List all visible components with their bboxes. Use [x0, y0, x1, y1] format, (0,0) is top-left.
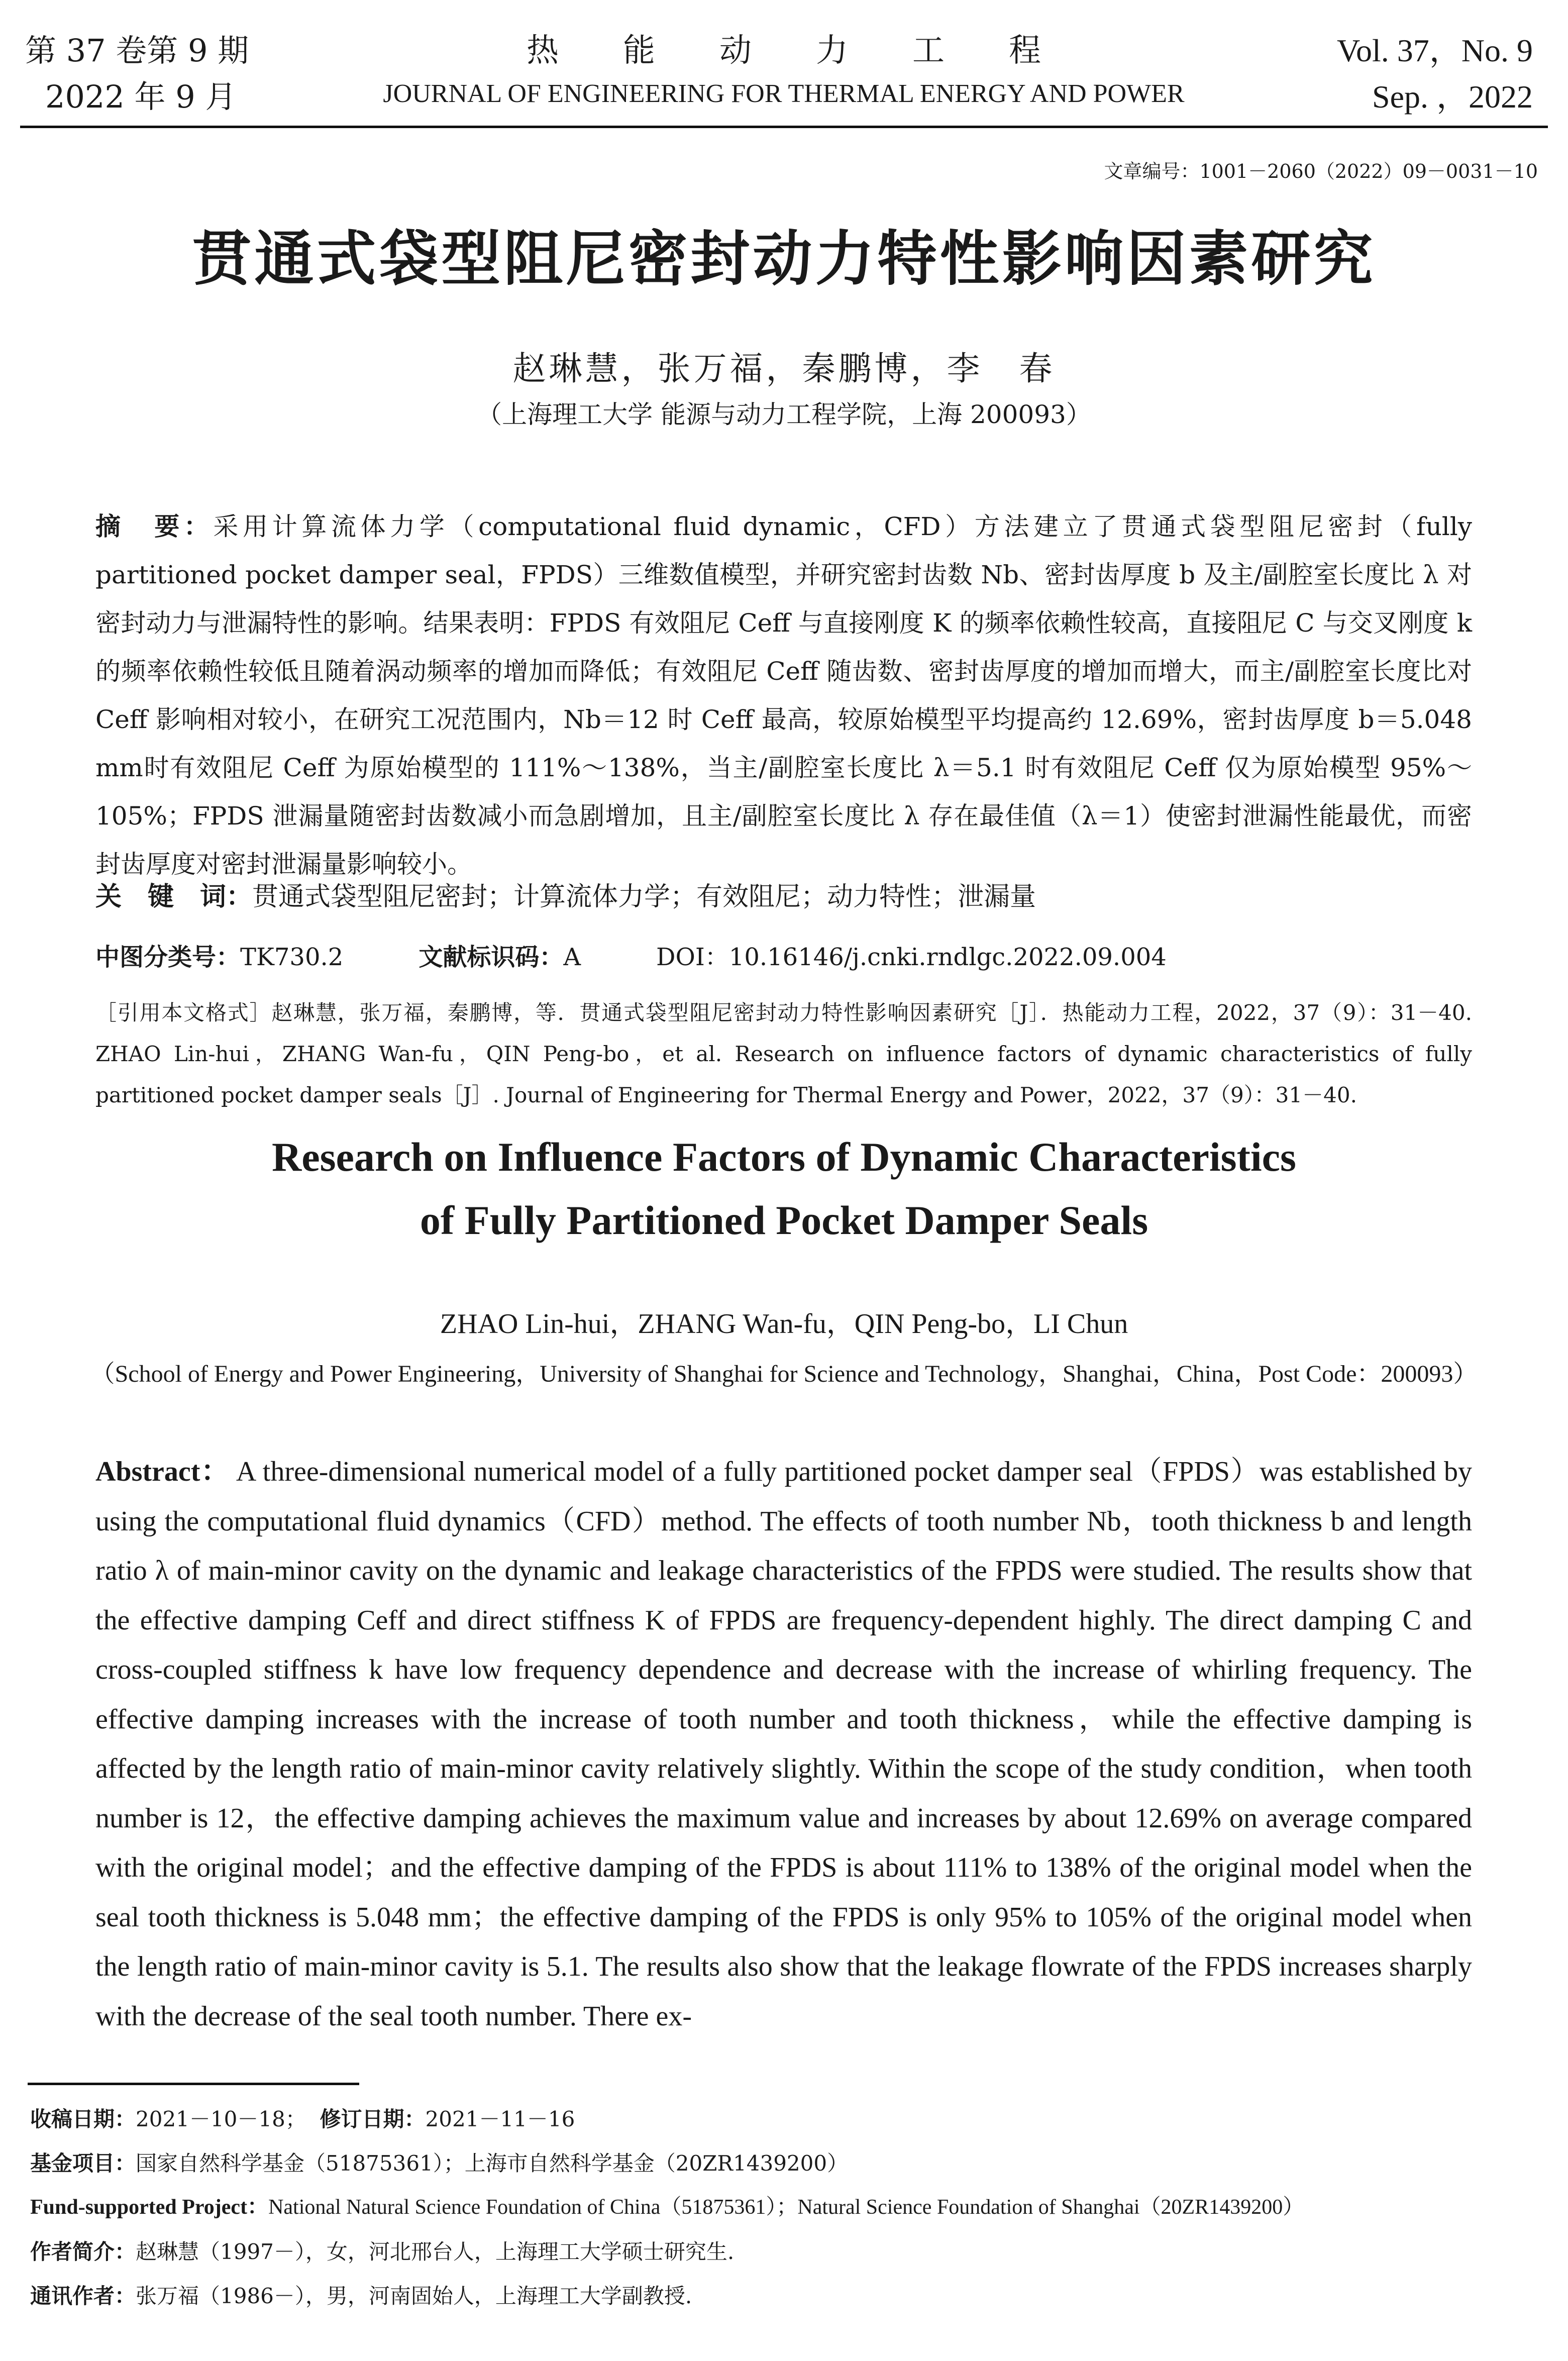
affiliation-cn: （上海理工大学 能源与动力工程学院，上海 200093） — [477, 400, 1091, 429]
header-volume — [1337, 28, 1533, 120]
revised-date: 2021－11－16 — [425, 2107, 575, 2131]
fund-text: 国家自然科学基金（51875361）；上海市自然科学基金（20ZR1439200） — [136, 2151, 849, 2176]
received-date: 2021－10－18； — [136, 2107, 306, 2131]
footnote-fund-en — [30, 2189, 1537, 2226]
header-issue-cn: 第 37 卷第 9 期 — [25, 32, 249, 69]
doc-code-value: A — [563, 943, 581, 971]
keywords-cn-text: 贯通式袋型阻尼密封；计算流体力学；有效阻尼；动力特性；泄漏量 — [252, 882, 1036, 912]
footnote-author — [30, 2233, 1537, 2271]
header-volume-en: Vol. 37，No. 9 — [1337, 33, 1533, 68]
citation — [95, 992, 1472, 1116]
title-en-line1: Research on Influence Factors of Dynamic Characteristics — [272, 1134, 1296, 1180]
abstract-cn-text: 采用计算流体力学（computational fluid dynamic，CFD）方法建立了贯通式袋型阻尼密封（fully partitioned pocket damper seal，FPDS）三维数值模型，并研究密封齿数 Nb、密封齿厚度 b 及主/副腔室长度比 λ 对密封动力与泄漏特性的影响。结果表明：FPDS 有效阻尼 Ceff 与直接刚度 K 的频率依赖性较高，直接阻尼 C 与交叉刚度 k 的频率依赖性较低且随着涡动频率的增加而降低；有效阻尼 Ceff 随齿数、密封齿厚度的增加而增大，而主/副腔室长度比对 Ceff 影响相对较小，在研究工况范围内，Nb＝12 时 Ceff 最高，较原始模型平均提高约 12.69%，密封齿厚度 b＝5.048 mm时有效阻尼 Ceff 为原始模型的 111%～138%，当主/副腔室长度比 λ＝5.1 时有效阻尼 Ceff 仅为原始模型 95%～105%；FPDS 泄漏量随密封齿数减小而急剧增加，且主/副腔室长度比 λ 存在最佳值（λ＝1）使密封泄漏性能最优，而密封齿厚度对密封泄漏量影响较小。 — [95, 512, 1472, 879]
header-date-en: Sep. ，2022 — [1372, 79, 1533, 115]
article-number: 文章编号：1001－2060（2022）09－0031－10 — [1104, 160, 1538, 182]
corresponding-text: 张万福（1986－），男，河南固始人，上海理工大学副教授. — [136, 2284, 692, 2308]
fund-en-label: Fund-supported Project： — [30, 2196, 269, 2219]
footnote-dates — [30, 2100, 1537, 2138]
fund-label: 基金项目： — [30, 2151, 136, 2176]
abstract-en-text: A three-dimensional numerical model of a fully partitioned pocket damper seal（FPDS）was established by using the computational fluid dynamics（CFD）method. The effects of tooth number Nb，tooth thickness b and length ratio λ of main-minor cavity on the dynamic and leakage characteristics of the FPDS were studied. The results show that the effective damping Ceff and direct stiffness K of FPDS are frequency-dependent highly. The direct damping C and cross-coupled stiffness k have low frequency dependence and decrease with the increase of whirling frequency. The effective damping increases with the increase of tooth number and tooth thickness，while the effective damping is affected by the length ratio of main-minor cavity relatively slightly. Within the scope of the study condition，when tooth number is 12，the effective damping achieves the maximum value and increases by about 12.69% on average compared with the original model；and the effective damping of the FPDS is about 111% to 138% of the original model when the seal tooth thickness is 5.048 mm；the effective damping of the FPDS is only 95% to 105% of the original model when the length ratio of main-minor cavity is 5.1. The results also show that the leakage flowrate of the FPDS increases sharply with the decrease of the seal tooth number. There ex- — [95, 1456, 1472, 2032]
keywords-cn-label: 关 键 词： — [95, 882, 253, 912]
journal-name-cn: 热能动力工程 — [527, 32, 1105, 69]
journal-name-en: JOURNAL OF ENGINEERING FOR THERMAL ENERGY AND POWER — [383, 79, 1185, 108]
header-journal — [352, 28, 1216, 114]
title-cn: 贯通式袋型阻尼密封动力特性影响因素研究 — [192, 224, 1376, 293]
title-en-line2: of Fully Partitioned Pocket Damper Seals — [420, 1197, 1148, 1243]
footnote-corresponding — [30, 2277, 1537, 2315]
abstract-cn-label: 摘 要： — [95, 512, 214, 541]
footnote-fund — [30, 2144, 1537, 2182]
fund-en-text: National Natural Science Foundation of China（51875361）；Natural Science Foundation of Shanghai（20ZR1439200） — [268, 2196, 1304, 2219]
abstract-en — [95, 1447, 1472, 2041]
affiliation-en: （School of Energy and Power Engineering，University of Shanghai for Science and Technology，Shanghai，China，Post Code：200093） — [90, 1361, 1478, 1387]
authors-cn: 赵琳慧，张万福，秦鹏博，李 春 — [512, 349, 1056, 388]
classification — [95, 937, 1472, 977]
abstract-cn — [95, 502, 1472, 888]
keywords-cn — [95, 877, 1472, 917]
revised-label: 修订日期： — [320, 2107, 426, 2131]
corresponding-label: 通讯作者： — [30, 2284, 136, 2308]
footnote-rule — [28, 2083, 359, 2085]
clc-value: TK730.2 — [240, 943, 344, 971]
header-issue — [25, 28, 249, 120]
citation-text: 赵琳慧，张万福，秦鹏博，等．贯通式袋型阻尼密封动力特性影响因素研究［J］．热能动力工程，2022，37（9）：31－40. ZHAO Lin-hui，ZHANG Wan-fu，QIN Peng-bo，et al. Research on influence factors of dynamic characteristics of fully partitioned pocket damper seals［J］. Journal of Engineering for Thermal Energy and Power，2022，37（9）：31－40. — [95, 1000, 1472, 1107]
doi: DOI：10.16146/j.cnki.rndlgc.2022.09.004 — [656, 943, 1167, 971]
citation-label: ［引用本文格式］ — [95, 1000, 272, 1025]
author-bio-label: 作者简介： — [30, 2239, 136, 2264]
header-rule — [20, 126, 1548, 128]
abstract-en-label: Abstract： — [95, 1456, 230, 1487]
received-label: 收稿日期： — [30, 2107, 136, 2131]
author-bio-text: 赵琳慧（1997－），女，河北邢台人，上海理工大学硕士研究生. — [136, 2239, 735, 2264]
authors-en: ZHAO Lin-hui，ZHANG Wan-fu，QIN Peng-bo，LI Chun — [440, 1308, 1128, 1340]
doc-code-label: 文献标识码： — [419, 943, 564, 971]
clc-label: 中图分类号： — [95, 943, 241, 971]
header-date-cn: 2022 年 9 月 — [45, 78, 237, 115]
title-en — [0, 1125, 1568, 1252]
